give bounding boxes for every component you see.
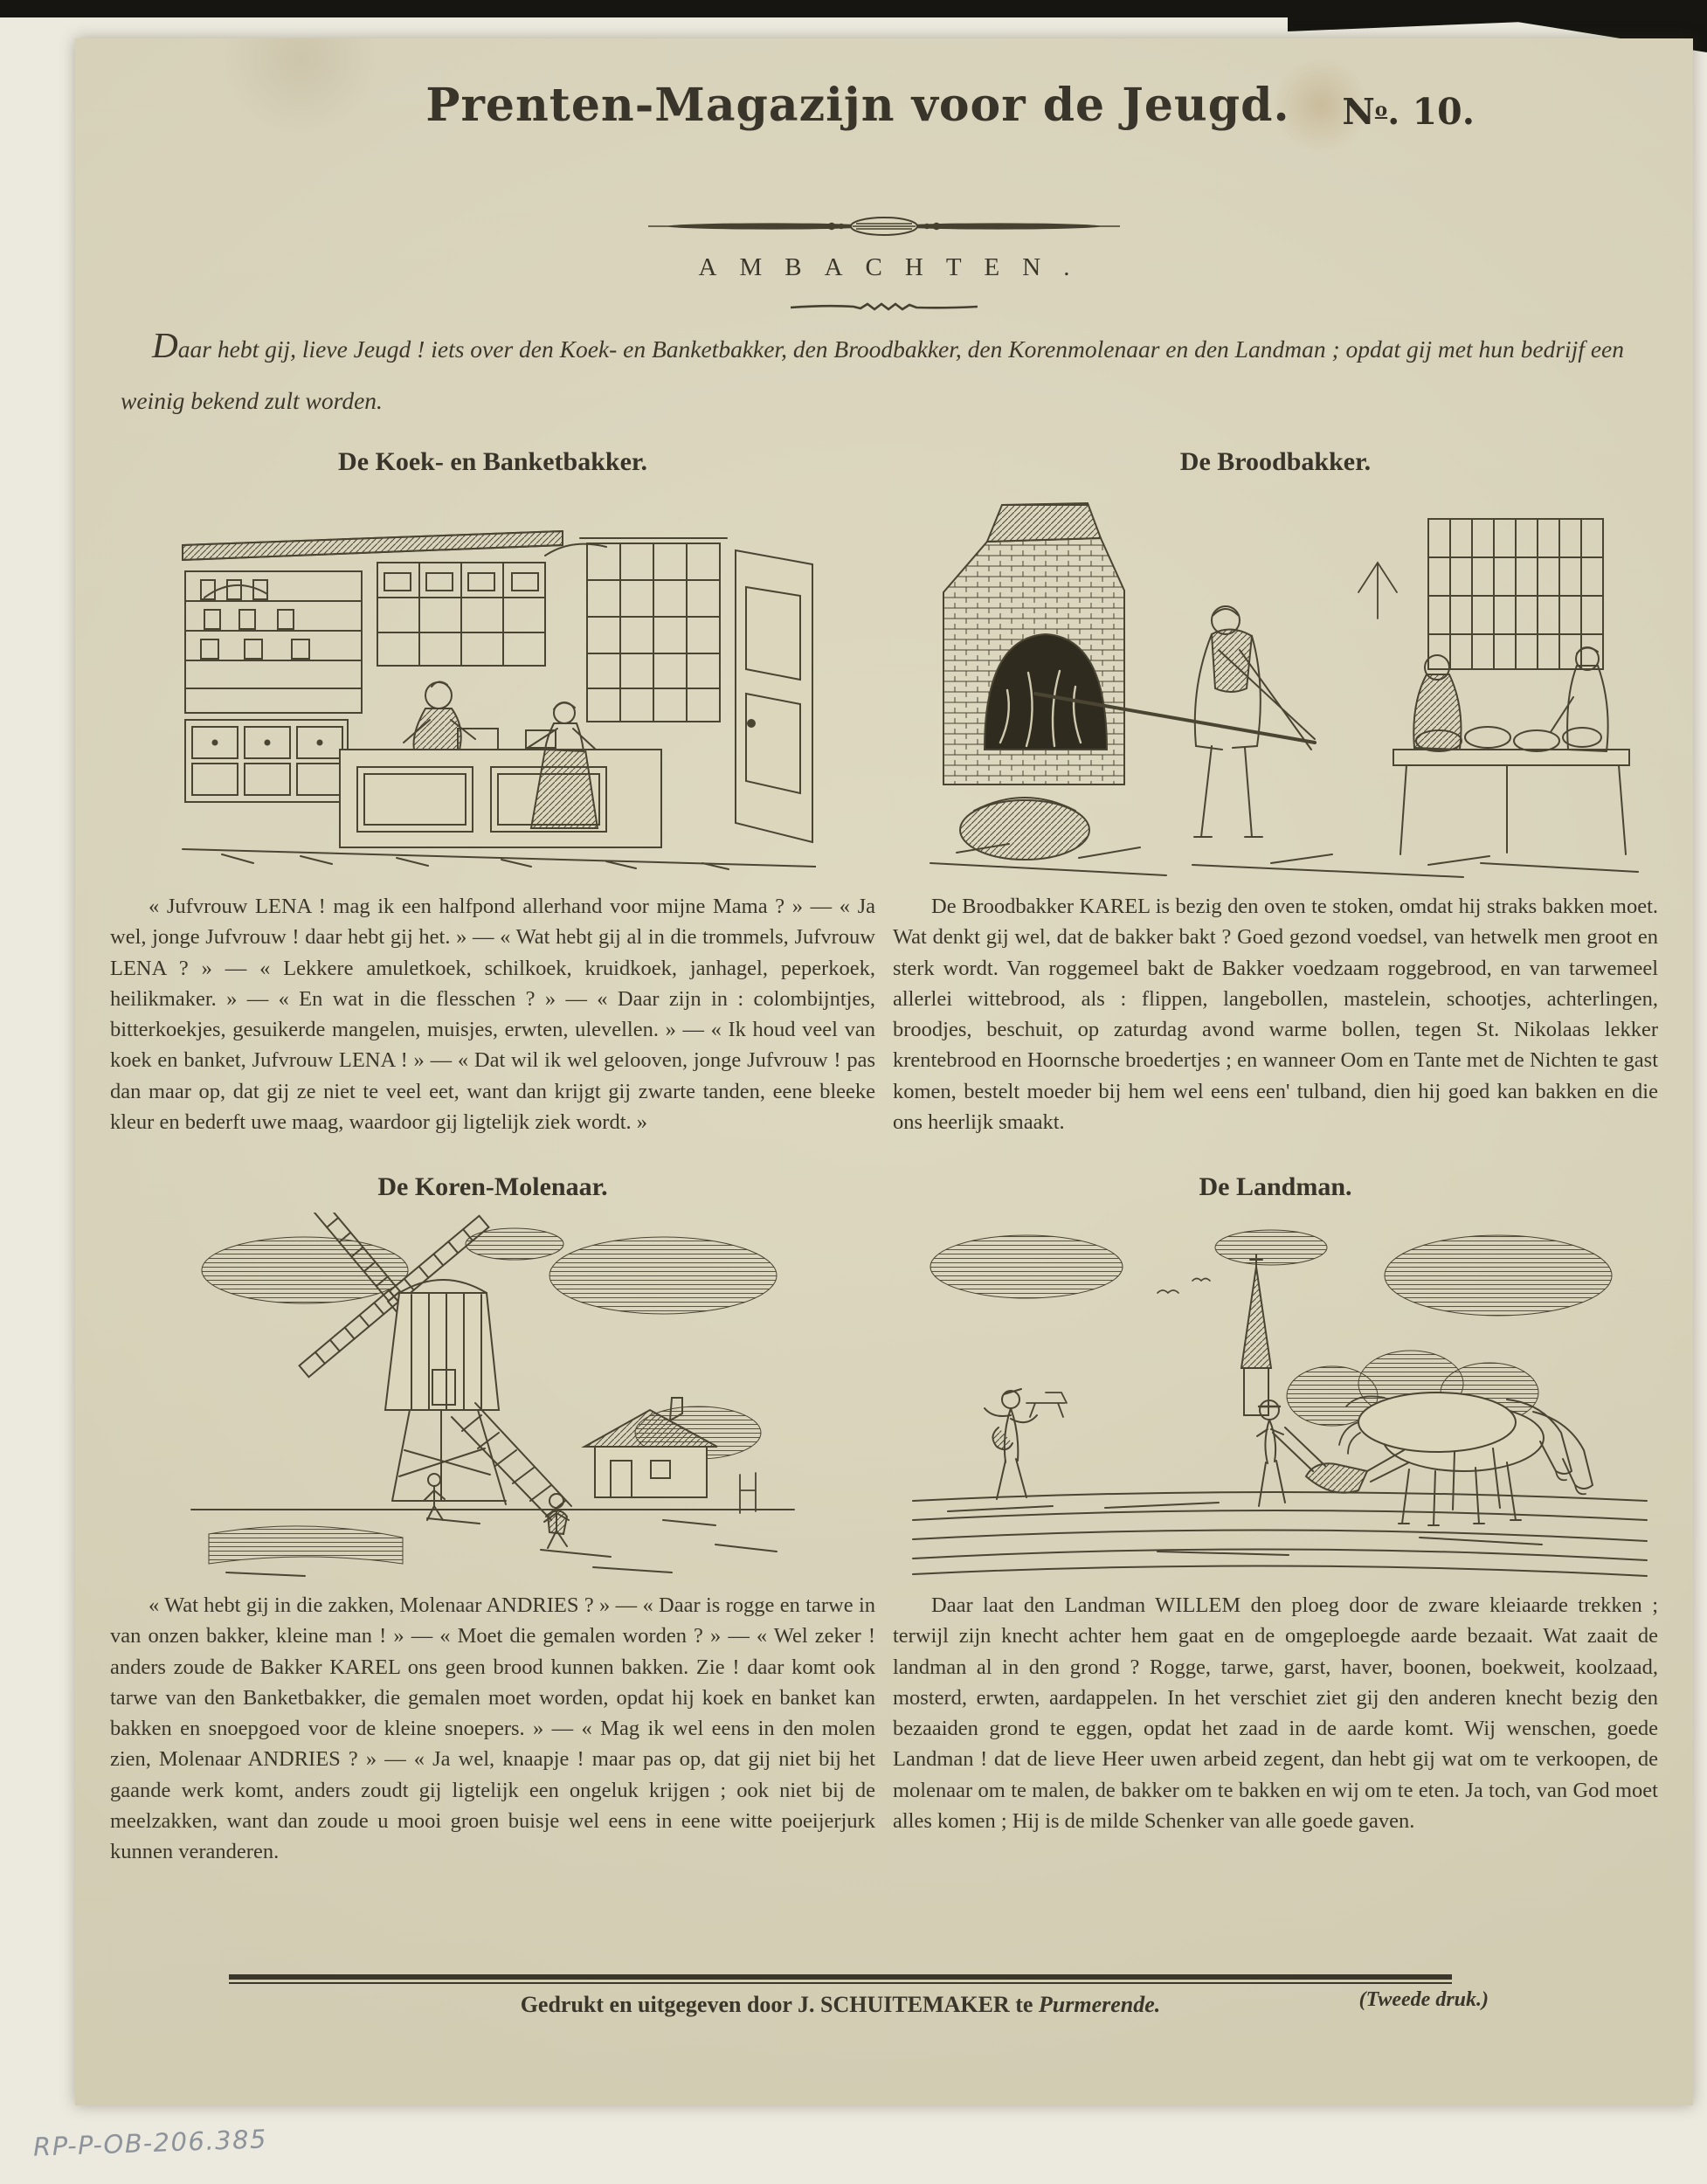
imprint [229,1974,1489,2018]
intro-paragraph: Daar hebt gij, lieve Jeugd ! iets over den Koek- en Banketbakker, den Broodbakker, den Korenmolenaar en den Landman ; opdat gij met hun bedrijf een weinig bekend zult worden. [121,325,1624,415]
wavy-rule [791,301,978,317]
section-title: AMBACHTEN. [698,253,1093,281]
article-body: De Broodbakker KAREL is bezig den oven te stoken, omdat hij straks bakken moet. Wat denkt gij wel, dat de bakker bakt ? Goed gezond voedsel, van hetwelk men groot en sterk wordt. Van roggemeel bakt de Bakker voedzaam roggebrood, en van tarwemeel allerlei wittebrood, als : flippen, langebollen, mastelein, schootjes, achterlingen, broodjes, beschuit, op zaturdag avond warme bollen, tegen St. Nikolaas lekker krentebrood en Hoornsche broedertjes ; en wanneer Oom en Tante met de Nichten te gast komen, bestelt moeder bij hem wel eens een' tulband, dien hij goed kan bakken en die ons heerlijk smaakt. [893,895,1658,1134]
imprint-publisher: J. SCHUITEMAKER [798,1992,1010,2017]
woodcut-koekbakker-illustration [110,486,875,879]
issue-number: $N^o$. 10. [1342,91,1475,133]
imprint-place: Purmerende. [1038,1992,1161,2017]
article-grid [110,447,1658,1868]
article-body: « Wat hebt gij in die zakken, Molenaar ANDRIES ? » — « Daar is rogge en tarwe in van onzen bakker, kleine man ! » — « Moet die gemalen worden ? » — « Wel zeker ! anders zoude de Bakker KAREL ons geen brood kunnen bakken. Zie ! daar komt ook tarwe van den Banketbakker, die gemalen moet worden, opdat hij koek en banket kan bakken en snoepgoed voor de kleine snoepers. » — « Mag ik wel eens in den molen zien, Molenaar ANDRIES ? » — « Ja wel, knaapje ! maar pas op, dat gij niet bij het gaande werk komt, anders zoudt gij ligtelijk een ongeluk krijgen ; ook niet bij de meelzakken, want dan zoude u mooi groen buisje wel eens in eene witte poeijerjurk kunnen veranderen. [110,1593,875,1864]
print-sheet [75,38,1693,2105]
article-body: « Jufvrouw LENA ! mag ik een halfpond allerhand voor mijne Mama ? » — « Ja wel, jonge Jufvrouw ! daar hebt gij het. » — « Wat hebt gij al in die trommels, Jufvrouw LENA ? » — « Lekkere amuletkoek, schilkoek, kruidkoek, janhagel, peperkoek, heilikmaker. » — « En wat in die flesschen ? » — « Daar zijn in : colombijntjes, bitterkoekjes, gesuikerde mangelen, muisjes, erwten, ulevellen. » — « Ik houd veel van koek en banket, Jufvrouw LENA ! » — « Dat wil ik wel gelooven, jonge Jufvrouw ! pas dan maar op, dat gij ze niet te veel eet, want dan krijgt gij zwarte tanden, eene bleeke kleur en bederft uwe maag, waardoor gij ligtelijk ziek wordt. » [110,895,875,1134]
imprint-line [229,1988,1489,2018]
imprint-rule [229,1974,1452,1984]
woodcut-broodbakker-illustration [893,486,1658,879]
article-heading: De Koek- en Banketbakker. [338,447,647,476]
article-broodbakker [893,447,1658,1137]
article-heading: De Broodbakker. [1179,447,1372,476]
article-molenaar [110,1172,875,1867]
issue-number-superscript: o [1374,99,1388,121]
imprint-prefix: Gedrukt en uitgegeven door [520,1992,792,2017]
article-body: Daar laat den Landman WILLEM den ploeg door de zware kleiaarde trekken ; terwijl zijn knecht achter hem gaat en de omgeploegde aarde bezaait. Wat zaait de landman al in den grond ? Rogge, tarwe, garst, haver, boonen, boekweit, koolzaad, mosterd, erwten, aardappelen. In het verschiet ziet gij den anderen knecht bezig den bezaaiden grond te eggen, opdat het zaad in de aarde komt. Wij wenschen, goede Landman ! dat de lieve Heer uwen arbeid zegent, dan hebt gij wat om te verkoopen, de molenaar om te malen, de bakker om te bakken en wij om te eten. Ja toch, van God moet alles komen ; Hij is de milde Schenker van alle goede gaven. [893,1593,1658,1833]
article-heading: De Koren-Molenaar. [377,1172,608,1202]
woodcut-molenaar-illustration [110,1211,875,1578]
edition-note: (Tweede druk.) [1358,1988,1489,2011]
article-koekbakker [110,447,875,1137]
masthead-title: Prenten-Magazijn voor de Jeugd. [425,79,1290,132]
imprint-connector: te [1015,1992,1033,2017]
article-heading: De Landman. [1199,1172,1352,1202]
woodcut-landman-illustration [893,1211,1658,1578]
ornament-divider [648,215,1120,242]
article-landman [893,1172,1658,1867]
inventory-annotation: RP-P-OB-206.385 [32,2124,268,2162]
